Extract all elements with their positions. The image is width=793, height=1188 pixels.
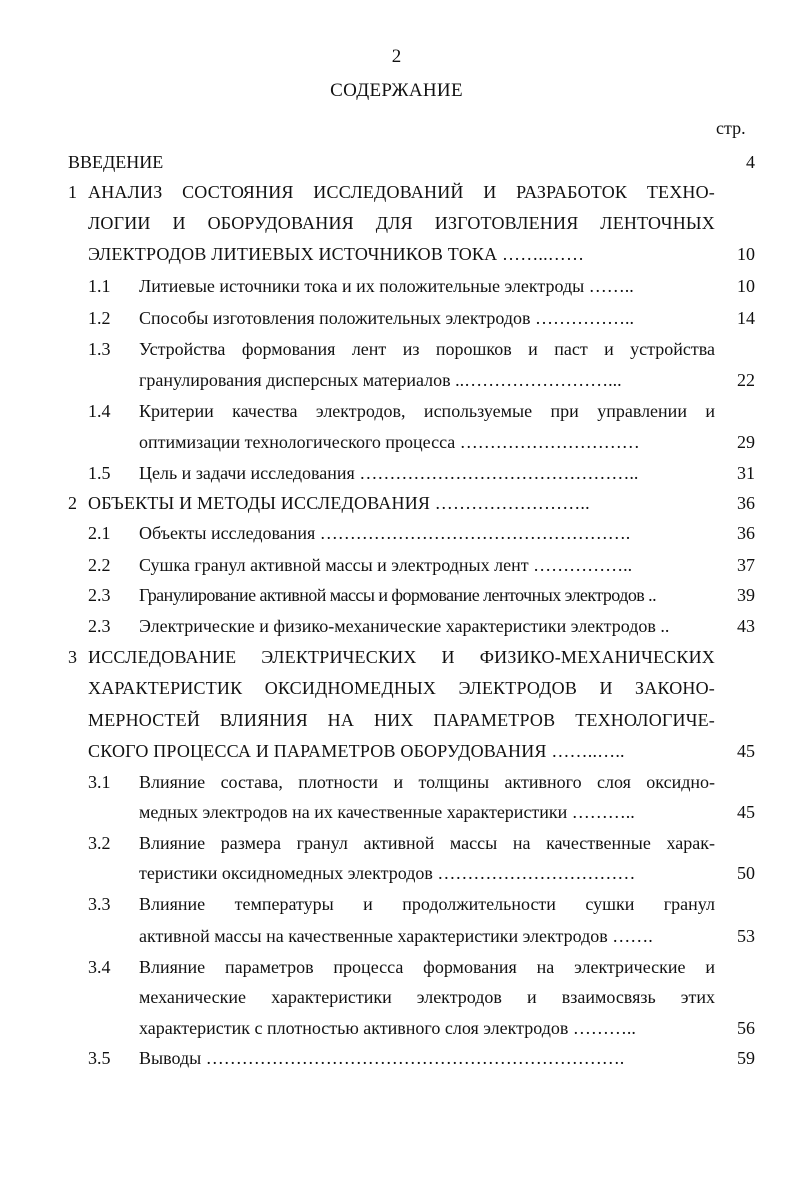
toc-section-title: Влияние состава, плотности и толщины активного слоя оксидно-: [139, 772, 715, 792]
toc-section-title: теристики оксидномедных электродов ……………………………: [139, 863, 636, 883]
toc-section-number: 2.3: [88, 585, 111, 605]
toc-section-number: 3.1: [88, 772, 111, 792]
toc-section-title: Влияние температуры и продолжительности сушки гранул: [139, 894, 715, 914]
toc-section-3-4-cont: [0, 982, 793, 1012]
toc-chapter-title-line: ХАРАКТЕРИСТИК ОКСИДНОМЕДНЫХ ЭЛЕКТРОДОВ И ЗАКОНО-: [88, 678, 715, 698]
toc-entry-page: 14: [737, 308, 755, 328]
toc-entry-page: 56: [737, 1018, 755, 1038]
toc-chapter-title-line: СКОГО ПРОЦЕССА И ПАРАМЕТРОВ ОБОРУДОВАНИЯ ……..…..: [88, 741, 625, 761]
toc-section-number: 1.5: [88, 463, 111, 483]
toc-entry-intro[interactable]: [0, 147, 793, 177]
toc-section-3-2-cont: [0, 858, 793, 888]
toc-entry-page: 36: [737, 493, 755, 513]
toc-section-1-4[interactable]: [0, 396, 793, 426]
toc-entry-page: 22: [737, 370, 755, 390]
toc-section-title: оптимизации технологического процесса …………………………: [139, 432, 640, 452]
toc-entry-page: 50: [737, 863, 755, 883]
toc-section-1-4-cont: [0, 427, 793, 457]
toc-section-number: 2.2: [88, 555, 111, 575]
toc-section-1-3[interactable]: [0, 334, 793, 364]
toc-entry-page: 59: [737, 1048, 755, 1068]
toc-section-2-2[interactable]: [0, 550, 793, 580]
toc-chapter-title-line: ЛОГИИ И ОБОРУДОВАНИЯ ДЛЯ ИЗГОТОВЛЕНИЯ ЛЕНТОЧНЫХ: [88, 213, 715, 233]
toc-section-3-3-cont: [0, 921, 793, 951]
toc-section-2-3[interactable]: [0, 580, 793, 610]
toc-chapter-number: 2: [68, 493, 77, 513]
toc-section-title: Цель и задачи исследования ………………………………………..: [139, 463, 639, 483]
toc-section-title: механические характеристики электродов и взаимосвязь этих: [139, 987, 715, 1007]
page-title: СОДЕРЖАНИЕ: [330, 80, 463, 101]
toc-chapter-1[interactable]: [0, 177, 793, 207]
toc-section-title: Влияние параметров процесса формования на электрические и: [139, 957, 715, 977]
toc-entry-page: 45: [737, 741, 755, 761]
toc-section-1-1[interactable]: [0, 271, 793, 301]
toc-section-number: 2.3: [88, 616, 111, 636]
toc-chapter-title-line: ЭЛЕКТРОДОВ ЛИТИЕВЫХ ИСТОЧНИКОВ ТОКА ……..……: [88, 244, 585, 264]
toc-section-title: Влияние размера гранул активной массы на качественные харак-: [139, 833, 715, 853]
toc-section-title: Устройства формования лент из порошков и паст и устройства: [139, 339, 715, 359]
toc-section-title: Объекты исследования …………………………………………….: [139, 523, 631, 543]
toc-entry-page: 36: [737, 523, 755, 543]
toc-entry-label: ВВЕДЕНИЕ: [68, 152, 164, 172]
toc-section-title: активной массы на качественные характеристики электродов …….: [139, 926, 653, 946]
toc-section-number: 2.1: [88, 523, 111, 543]
toc-section-3-4-cont: [0, 1013, 793, 1043]
toc-section-2-1[interactable]: [0, 518, 793, 548]
toc-section-3-1-cont: [0, 797, 793, 827]
toc-section-3-1[interactable]: [0, 767, 793, 797]
toc-section-1-5[interactable]: [0, 458, 793, 488]
toc-chapter-3-cont: [0, 736, 793, 766]
toc-section-3-4[interactable]: [0, 952, 793, 982]
toc-section-3-3[interactable]: [0, 889, 793, 919]
toc-section-title: Сушка гранул активной массы и электродных лент ……………..: [139, 555, 633, 575]
toc-section-title: Литиевые источники тока и их положительные электроды ……..: [139, 276, 634, 296]
toc-chapter-title-line: ИССЛЕДОВАНИЕ ЭЛЕКТРИЧЕСКИХ И ФИЗИКО-МЕХАНИЧЕСКИХ: [88, 647, 715, 667]
toc-section-title: Критерии качества электродов, используемые при управлении и: [139, 401, 715, 421]
toc-section-number: 3.4: [88, 957, 111, 977]
toc-section-title: Гранулирование активной массы и формование ленточных электродов ..: [139, 585, 657, 605]
toc-section-title: Электрические и физико-механические характеристики электродов ..: [139, 616, 670, 636]
toc-chapter-2[interactable]: [0, 488, 793, 518]
toc-section-1-3-cont: [0, 365, 793, 395]
toc-section-number: 1.3: [88, 339, 111, 359]
toc-chapter-number: 3: [68, 647, 77, 667]
toc-section-number: 1.1: [88, 276, 111, 296]
toc-section-number: 1.4: [88, 401, 111, 421]
toc-section-title: гранулирования дисперсных материалов ..……………………...: [139, 370, 622, 390]
toc-section-3-5[interactable]: [0, 1043, 793, 1073]
toc-section-2-4[interactable]: [0, 611, 793, 641]
toc-section-title: характеристик с плотностью активного слоя электродов ………..: [139, 1018, 636, 1038]
toc-chapter-title-line: АНАЛИЗ СОСТОЯНИЯ ИССЛЕДОВАНИЙ И РАЗРАБОТОК ТЕХНО-: [88, 182, 715, 202]
toc-entry-page: 10: [737, 244, 755, 264]
toc-entry-page: 31: [737, 463, 755, 483]
toc-entry-page: 10: [737, 276, 755, 296]
toc-section-number: 3.3: [88, 894, 111, 914]
page-number: 2: [391, 46, 402, 67]
toc-entry-page: 4: [746, 152, 755, 172]
toc-entry-page: 37: [737, 555, 755, 575]
toc-section-3-2[interactable]: [0, 828, 793, 858]
toc-chapter-3-cont: [0, 673, 793, 703]
toc-entry-page: 43: [737, 616, 755, 636]
toc-chapter-1-cont: [0, 239, 793, 269]
toc-section-1-2[interactable]: [0, 303, 793, 333]
toc-section-number: 3.5: [88, 1048, 111, 1068]
toc-chapter-3[interactable]: [0, 642, 793, 672]
page-column-label: стр.: [716, 118, 746, 138]
toc-entry-page: 45: [737, 802, 755, 822]
toc-chapter-title-line: ОБЪЕКТЫ И МЕТОДЫ ИССЛЕДОВАНИЯ ……………………..: [88, 493, 590, 513]
toc-chapter-number: 1: [68, 182, 77, 202]
toc-section-title: Выводы …………………………………………………………….: [139, 1048, 625, 1068]
toc-chapter-1-cont: [0, 208, 793, 238]
toc-entry-page: 53: [737, 926, 755, 946]
toc-chapter-title-line: МЕРНОСТЕЙ ВЛИЯНИЯ НА НИХ ПАРАМЕТРОВ ТЕХНОЛОГИЧЕ-: [88, 710, 715, 730]
toc-chapter-3-cont: [0, 705, 793, 735]
toc-entry-page: 39: [737, 585, 755, 605]
toc-section-title: медных электродов на их качественные характеристики ………..: [139, 802, 635, 822]
toc-entry-page: 29: [737, 432, 755, 452]
toc-section-number: 3.2: [88, 833, 111, 853]
toc-section-number: 1.2: [88, 308, 111, 328]
toc-section-title: Способы изготовления положительных электродов ……………..: [139, 308, 635, 328]
